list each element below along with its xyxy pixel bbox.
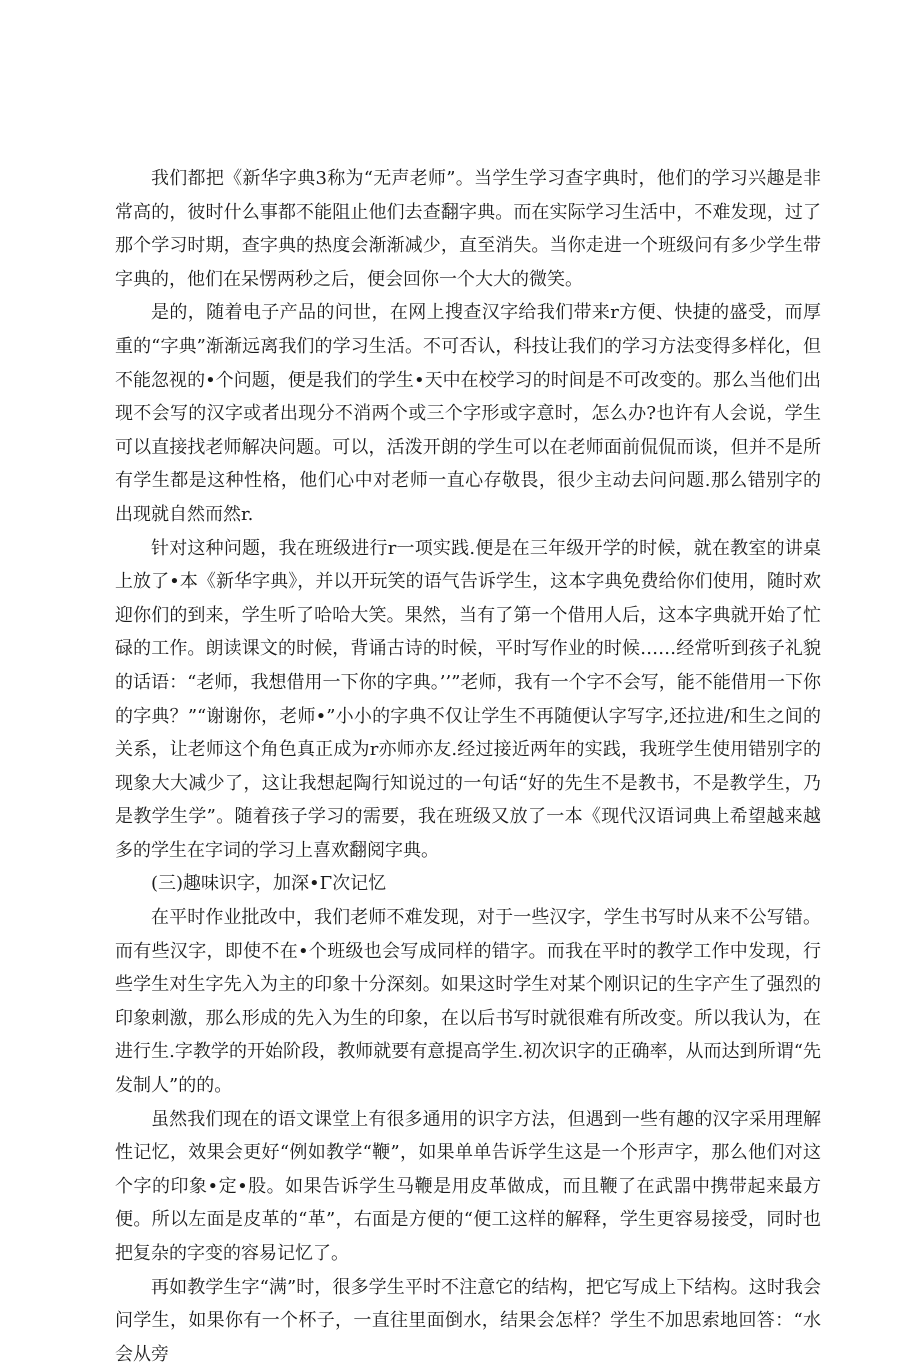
- paragraph-electronic-products: 是的，随着电子产品的问世，在网上搜查汉字给我们带来r方便、快捷的盛受，而厚重的“字典”渐渐远离我们的学习生活。不可否认，科技让我们的学习方法变得多样化，但不能忽视的•个问题，便是我们的学生•天中在校学习的时间是不可改变的。那么当他们出现不会写的汉字或者出现分不消两个或三个字形或字意时，怎么办?也许有人会说，学生可以直接找老师解决问题。可以，活泼开朗的学生可以在老师面前侃侃而谈，但并不是所有学生都是这种性格，他们心中对老师一直心存敬畏，很少主动去问问题.那么错别字的出现就自然而然r.: [115, 302, 821, 525]
- body-text: [115, 162, 821, 1371]
- section-heading: (三)趣味识字，加深•Γ次记忆: [151, 873, 387, 895]
- paragraph-dictionary-silent-teacher: 我们都把《新华字典3称为“无声老师”。当学生学习查字典时，他们的学习兴趣是非常高的，彼时什么事都不能阻止他们去查翻字典。而在实际学习生活中，不难发现，过了那个学习时期，查字典的热度会渐渐减少，直至消失。当你走进一个班级问有多少学生带字典的，他们在呆愣两秒之后，便会回你一个大大的微笑。: [115, 168, 821, 290]
- paragraph-understanding-memory: 虽然我们现在的语文课堂上有很多通用的识字方法，但遇到一些有趣的汉字采用理解性记忆，效果会更好“例如教学“鞭”，如果单单告诉学生这是一个形声字，那么他们对这个字的印象•定•股。如果告诉学生马鞭是用皮革做成，而且鞭了在武噐中携带起来最方便。所以左面是皮革的“革”，右面是方便的“便工这样的解释，学生更容易接受，同时也把复杂的字变的容易记忆了。: [115, 1108, 821, 1264]
- paragraph-class-practice: 针对这种问题，我在班级进行r一项实践.便是在三年级开学的时候，就在教室的讲桌上放了•本《新华字典》，并以开玩笑的语气告诉学生，这本字典免费给你们使用，随时欢迎你们的到来，学生听了哈哈大笑。果然，当有了第一个借用人后，这本字典就开始了忙碌的工作。朗读课文的时候，背诵古诗的时候，平时写作业的时候……经常听到孩子礼貌的话语：“老师，我想借用一下你的字典。’’”老师，我有一个字不会写，能不能借用一下你的字典？”“谢谢你，老师•”小小的字典不仅让学生不再随便认字写字,还拉进/和生之间的关系，让老师这个角色真正成为r亦师亦友.经过接近两年的实践，我班学生使用错别字的现象大大减少了，这让我想起陶行知说过的一句话“好的先生不是教书，不是教学生，乃是教学生学”。随着孩子学习的需要，我在班级又放了一本《现代汉语词典上希望越来越多的学生在字词的学习上喜欢翻阅字典。: [115, 537, 821, 861]
- paragraph-teaching-man: 再如教学生字“满”时，很多学生平时不注意它的结构，把它写成上下结构。这时我会问学生，如果你有一个杯子，一直往里面倒水，结果会怎样？学生不加思索地回答：“水会从旁: [115, 1276, 821, 1365]
- paragraph-homework-correction: 在平时作业批改中，我们老师不难发现，对于一些汉字，学生书写时从来不公写错。而有些汉字，即使不在•个班级也会写成同样的错字。而我在平时的教学工作中发现，行些学生对生字先入为主的印象十分深刻。如果这时学生对某个刚识记的生字产生了强烈的印象刺激，那么形成的先入为生的印象，在以后书写时就很难有所改变。所以我认为，在进行生.字教学的开始阶段，教师就要有意提高学生.初次识字的正确率，从而达到所谓“先发制人”的的。: [115, 907, 821, 1097]
